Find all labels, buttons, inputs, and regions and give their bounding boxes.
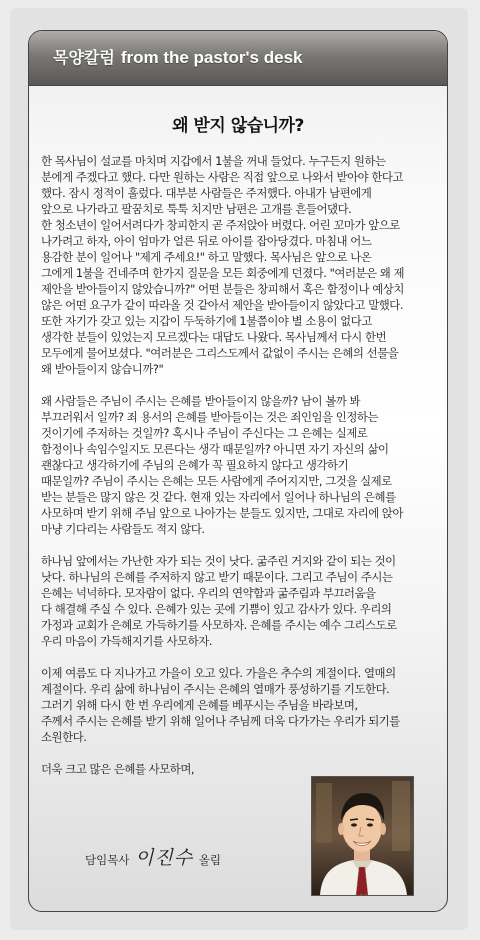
signature-suffix: 올림: [198, 853, 222, 867]
banner-title: [53, 45, 302, 68]
banner-title-english: from the pastor's desk: [120, 48, 303, 67]
signature-name: 이진수: [135, 847, 194, 869]
pastor-portrait-photo: [311, 776, 414, 896]
pastor-signature: [85, 843, 221, 870]
article-paragraph-2: 왜 사람들은 주님이 주시는 은혜를 받아들이지 않을까? 남이 볼까 봐 부끄러워서 일까? 죄 용서의 은혜를 받아들이는 것은 죄인임을 인정하는 것이기에 주저하는 것일까? 혹시나 주님이 주신다는 그 은혜는 실제로 함정이나 속임수일지도 모른다는 생각 때문일까? 아니면 자기 자신의 삶이 괜찮다고 생각하기에 주님의 은혜가 꼭 필요하지 않다고 생각하기 때문일까? 주님이 주시는 은혜는 모든 사람에게 주어지지만, 그것을 실제로 받는 분들은 많지 않은 것 같다. 현재 있는 자리에서 일어나 하나님의 은혜를 사모하며 받기 위해 주님 앞으로 나아가는 분들도 있지만, 그대로 자리에 앉아 마냥 기다리는 사람들도 적지 않다.: [41, 394, 404, 536]
article-body: [41, 153, 441, 777]
article-heading: 왜 받지 않습니까?: [172, 116, 304, 136]
column-banner: [29, 31, 447, 86]
article-paragraph-3: 하나님 앞에서는 가난한 자가 되는 것이 낫다. 굶주린 거지와 같이 되는 것이 낫다. 하나님의 은혜를 주저하지 않고 받기 때문이다. 그리고 주님이 주시는 은혜는 넉넉하다. 모자람이 없다. 우리의 연약함과 굶주림과 부끄러움을 다 해결해 주실 수 있다. 은혜가 있는 곳에 기쁨이 있고 감사가 있다. 우리의 가정과 교회가 은혜로 가득하기를 사모하자. 은혜를 주시는 예수 그리스도로 우리 마음이 가득해지기를 사모하자.: [41, 554, 397, 648]
banner-title-korean: 목양칼럼: [53, 48, 115, 67]
article-closing: 더욱 크고 많은 은혜를 사모하며,: [41, 762, 195, 776]
article-paragraph-4: 이제 여름도 다 지나가고 가을이 오고 있다. 가을은 추수의 계절이다. 열매의 계절이다. 우리 삶에 하나님이 주시는 은혜의 열매가 풍성하기를 기도한다. 그러기 위해 다시 한 번 우리에게 은혜를 베푸시는 주님을 바라보며, 주께서 주시는 은혜를 받기 위해 일어나 주님께 더욱 다가가는 우리가 되기를 소원한다.: [41, 666, 400, 744]
pastor-portrait-icon: [312, 777, 413, 895]
column-card: [28, 30, 448, 912]
signature-prefix: 담임목사: [85, 853, 130, 867]
article-paragraph-1: 한 목사님이 설교를 마치며 지갑에서 1불을 꺼내 들었다. 누구든지 원하는 분에게 주겠다고 했다. 다만 원하는 사람은 직접 앞으로 나와서 받아야 한다고 했다. 잠시 정적이 흘렀다. 대부분 사람들은 주저했다. 아내가 남편에게 앞으로 나가라고 팔꿈치로 툭툭 치지만 남편은 고개를 흔들어댔다. 한 청소년이 일어서려다가 창피한지 곧 주저앉아 버렸다. 어린 꼬마가 앞으로 나가려고 하자, 아이 엄마가 얼른 뒤로 아이를 잡아당겼다. 마침내 어느 용감한 분이 일어나 "제게 주세요!" 하고 말했다. 목사님은 앞으로 나온 그에게 1불을 건네주며 한가지 질문을 모든 회중에게 던졌다. "여러분은 왜 제 제안을 받아들이지 않았습니까?" 어떤 분들은 창피해서 혹은 함정이나 예상치 않은 어떤 요구가 같이 따라올 것 같아서 제안을 받아들이지 않았다고 말했다. 또한 자기가 갖고 있는 지갑이 두둑하기에 1불쯤이야 별 소용이 없다고 생각한 분들이 있었는지 모르겠다는 대답도 나왔다. 목사님께서 다시 한번 모두에게 물어보셨다. "여러분은 그리스도께서 값없이 주시는 은혜의 선물을 왜 받아들이지 않습니까?": [41, 154, 405, 376]
